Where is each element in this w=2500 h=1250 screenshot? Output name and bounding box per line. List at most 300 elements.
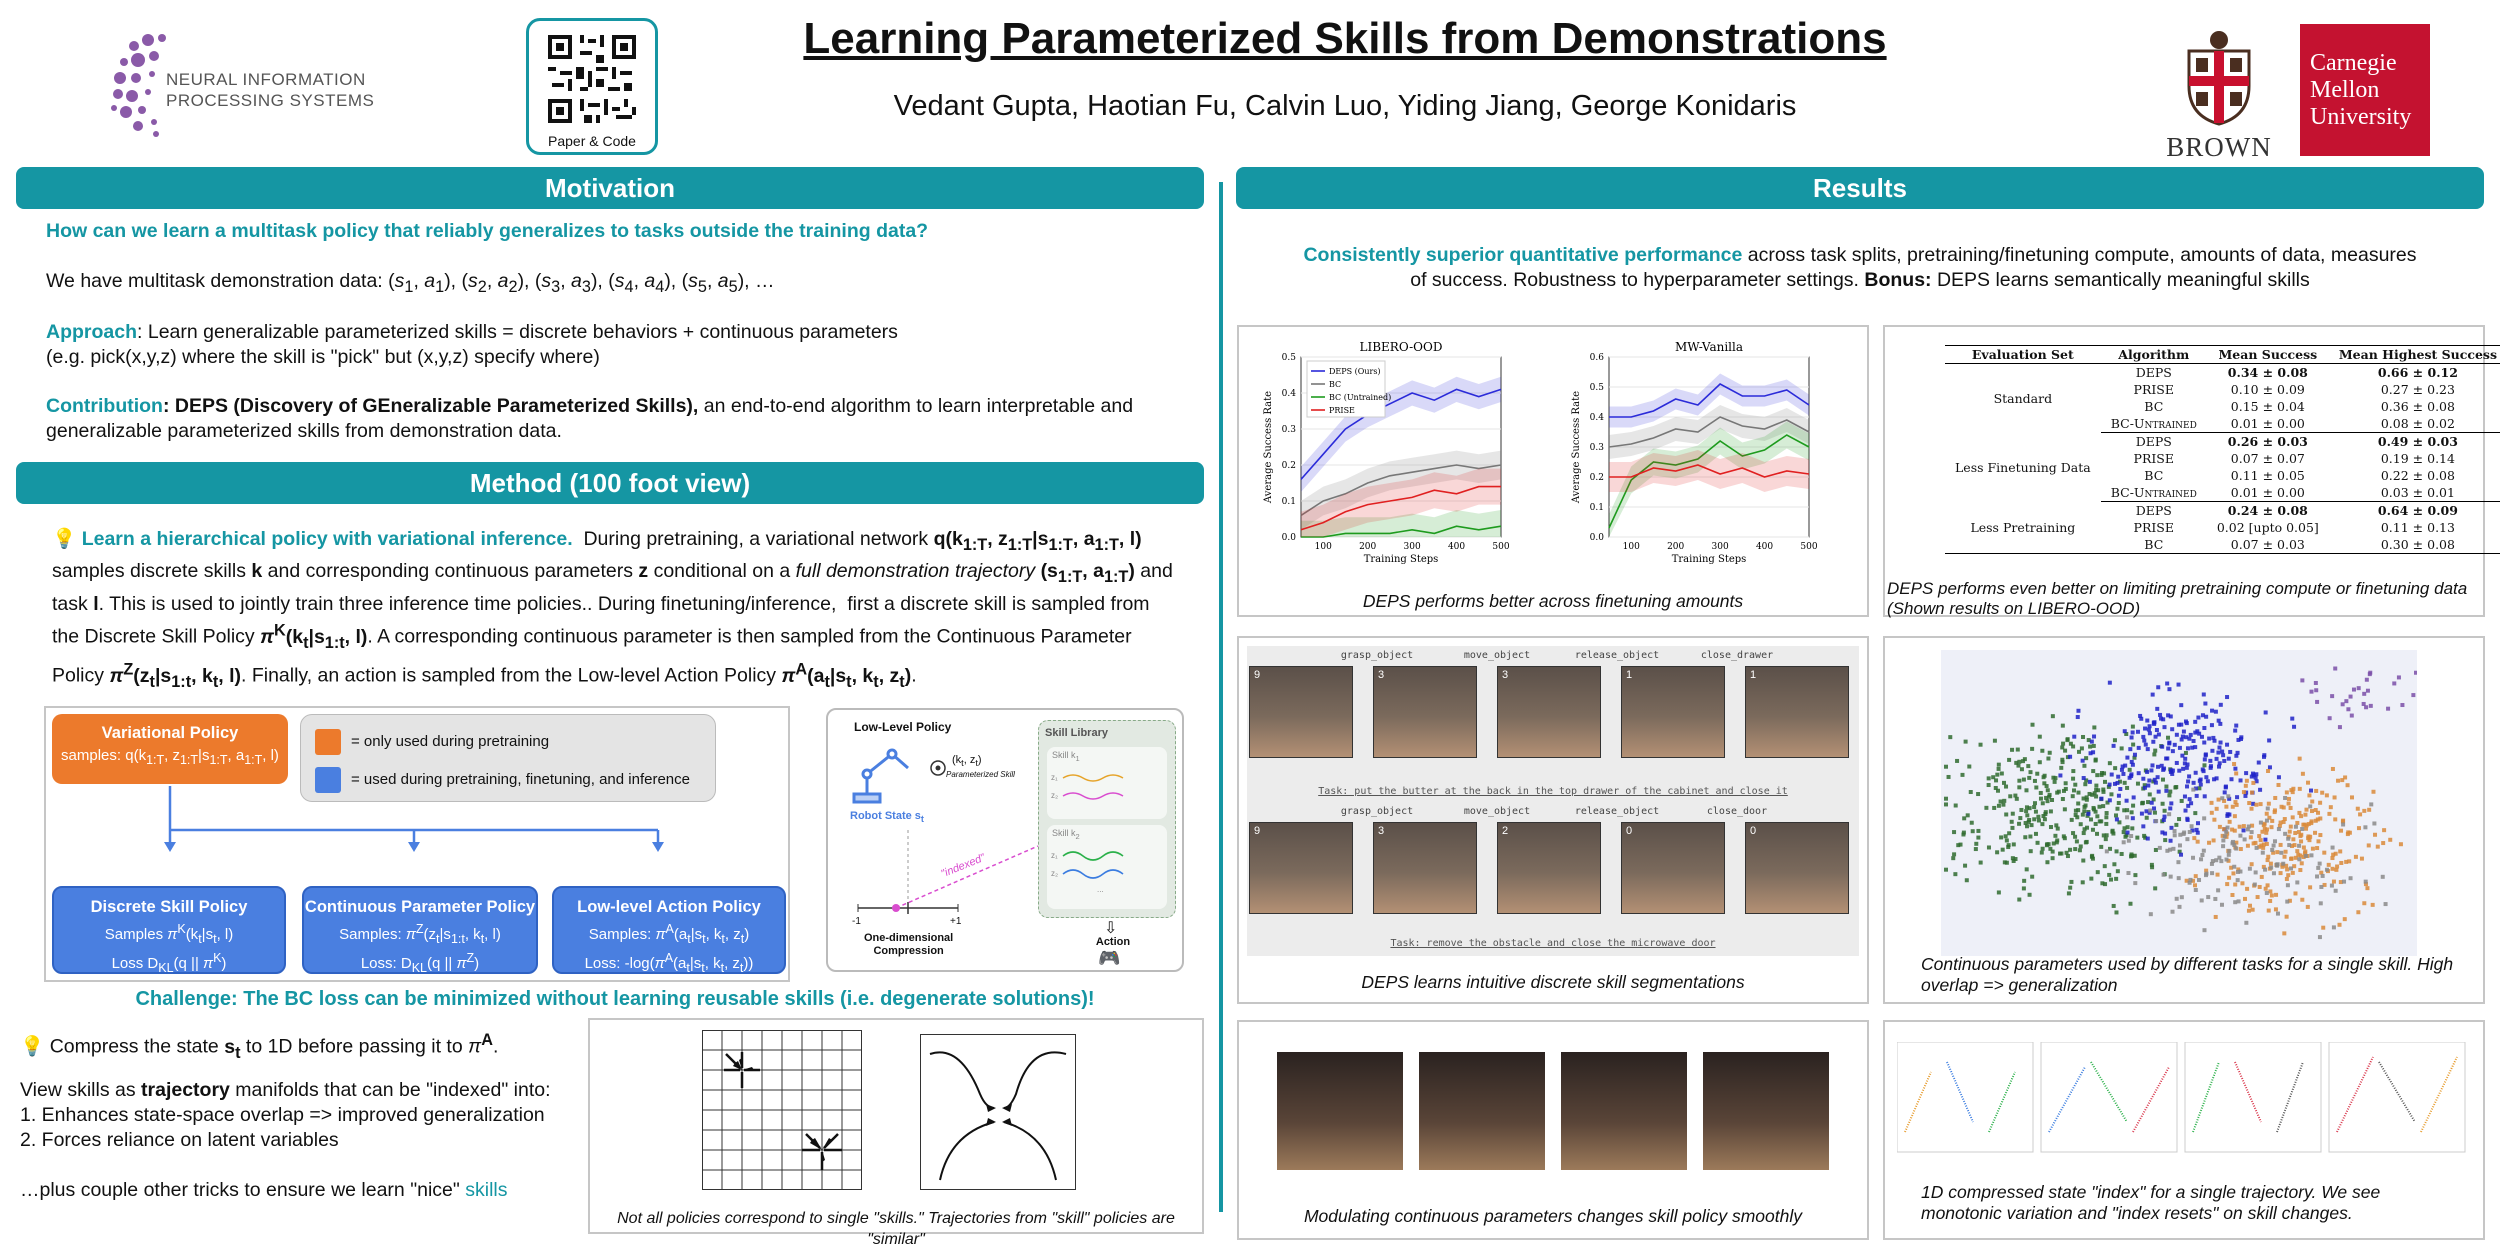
scatter-point xyxy=(2392,681,2396,685)
scatter-point xyxy=(2167,793,2171,797)
scatter-point xyxy=(2126,831,2130,835)
indexed-label: "indexed" xyxy=(939,851,987,881)
scatter-point xyxy=(1997,763,2001,767)
scatter-point xyxy=(1979,743,1983,747)
scatter-point xyxy=(1966,813,1970,817)
segmentation-panel xyxy=(1237,636,1869,1004)
scatter-point xyxy=(2082,764,2086,768)
scatter-point xyxy=(2358,812,2362,816)
scatter-point xyxy=(2277,775,2281,779)
scatter-point xyxy=(2045,843,2049,847)
scatter-point xyxy=(2113,782,2117,786)
table-cell: 0.49 ± 0.03 xyxy=(2377,434,2458,449)
scatter-point xyxy=(2111,829,2115,833)
scatter-point xyxy=(2082,809,2086,813)
scatter-point xyxy=(2017,779,2021,783)
scatter-point xyxy=(2202,849,2206,853)
scatter-point xyxy=(2084,804,2088,808)
scatter-point xyxy=(2310,799,2314,803)
scatter-point xyxy=(2144,743,2148,747)
scatter-point xyxy=(2221,838,2225,842)
variational-policy-box xyxy=(52,714,288,784)
scatter-point xyxy=(2112,744,2116,748)
scatter-point xyxy=(2074,809,2078,813)
scatter-point xyxy=(2234,847,2238,851)
scatter-point xyxy=(2131,743,2135,747)
svg-text:z₁: z₁ xyxy=(1051,772,1058,782)
table-cell: 0.27 ± 0.23 xyxy=(2380,382,2455,397)
scatter-point xyxy=(2019,808,2023,812)
scatter-point xyxy=(2310,690,2314,694)
scatter-point xyxy=(2238,825,2242,829)
scatter-point xyxy=(2219,859,2223,863)
scatter-point xyxy=(2149,768,2153,772)
scatter-point xyxy=(2273,796,2277,800)
scatter-point xyxy=(2275,850,2279,854)
scatter-point xyxy=(2266,858,2270,862)
scatter-point xyxy=(1974,847,1978,851)
scatter-point xyxy=(2250,791,2254,795)
scatter-point xyxy=(2199,857,2203,861)
skill-k1-curves xyxy=(1047,766,1167,818)
scatter-point xyxy=(2341,702,2345,706)
scatter-point xyxy=(2188,881,2192,885)
scatter-point xyxy=(2200,853,2204,857)
scatter-point xyxy=(2006,845,2010,849)
table-cell: 0.01 ± 0.00 xyxy=(2207,415,2329,433)
cmu-text-3: University xyxy=(2310,104,2412,130)
seg-frame xyxy=(1621,822,1725,914)
scatter-point xyxy=(2270,893,2274,897)
table-cell: 0.08 ± 0.02 xyxy=(2329,415,2500,433)
seg-skill-label: release_object xyxy=(1574,806,1660,817)
scatter-point xyxy=(2254,803,2258,807)
skill-k1-box xyxy=(1047,747,1167,819)
scatter-point xyxy=(2360,857,2364,861)
scatter-point xyxy=(2255,846,2259,850)
seg-skill-label: release_object xyxy=(1574,650,1660,661)
table-row xyxy=(1945,502,2500,520)
scatter-point xyxy=(2175,761,2179,765)
continuous-parameter-policy-box xyxy=(302,886,538,974)
cmu-text-2: Mellon xyxy=(2310,77,2380,103)
scatter-point xyxy=(2304,827,2308,831)
scatter-point xyxy=(2024,809,2028,813)
scatter-point xyxy=(2151,693,2155,697)
table-cell: BC xyxy=(2144,399,2164,414)
scatter-point xyxy=(2325,868,2329,872)
scatter-point xyxy=(2013,794,2017,798)
scatter-point xyxy=(2150,801,2154,805)
scatter-point xyxy=(2184,809,2188,813)
scatter-point xyxy=(2121,772,2125,776)
scatter-point xyxy=(2177,683,2181,687)
scatter-point xyxy=(2128,747,2132,751)
scatter-point xyxy=(2176,860,2180,864)
scatter-point xyxy=(2388,838,2392,842)
scatter-point xyxy=(2308,804,2312,808)
scatter-point xyxy=(1965,878,1969,882)
scatter-point xyxy=(2327,812,2331,816)
scatter-point xyxy=(2299,814,2303,818)
scatter-point xyxy=(2411,693,2415,697)
scatter-point xyxy=(2217,746,2221,750)
scatter-point xyxy=(2325,793,2329,797)
scatter-point xyxy=(2369,704,2373,708)
scatter-point xyxy=(2285,790,2289,794)
chart-title: MW-Vanilla xyxy=(1674,340,1744,354)
scatter-point xyxy=(2112,862,2116,866)
seg-frame-number: 0 xyxy=(1750,825,1757,837)
scatter-point xyxy=(2096,870,2100,874)
scatter-point xyxy=(2116,775,2120,779)
scatter-point xyxy=(2202,692,2206,696)
table-cell: 0.26 ± 0.03 xyxy=(2227,434,2308,449)
table-cell: DEPS xyxy=(2135,365,2172,380)
scatter-point xyxy=(2104,815,2108,819)
scatter-point xyxy=(2117,801,2121,805)
table-cell: 0.22 ± 0.08 xyxy=(2380,468,2455,483)
scatter-point xyxy=(2149,912,2153,916)
contribution-text: an end-to-end algorithm to learn interpretable and generalizable parameterized skills from demonstration data. xyxy=(46,395,1134,442)
scatter-point xyxy=(2085,826,2089,830)
scatter-point xyxy=(2232,762,2236,766)
scatter-point xyxy=(2269,862,2273,866)
scatter-point xyxy=(2236,878,2240,882)
scatter-point xyxy=(2260,875,2264,879)
scatter-point xyxy=(2173,743,2177,747)
scatter-point xyxy=(1987,783,1991,787)
scatter-point xyxy=(2041,847,2045,851)
scatter-point xyxy=(2293,831,2297,835)
scatter-point xyxy=(2177,769,2181,773)
scatter-point xyxy=(2082,831,2086,835)
table-cell: 0.30 ± 0.08 xyxy=(2380,537,2455,552)
scatter-point xyxy=(2233,883,2237,887)
gamepad-icon: 🎮 xyxy=(1098,948,1121,968)
scatter-point xyxy=(2043,774,2047,778)
scatter-point xyxy=(2268,899,2272,903)
trajectory-caption: Not all policies correspond to single "skills." Trajectories from "skill" policies are "similar" xyxy=(617,1210,1175,1248)
scatter-point xyxy=(2226,794,2230,798)
scatter-point xyxy=(2187,737,2191,741)
lap-title: Low-level Action Policy xyxy=(577,898,761,916)
x-tick-label: 300 xyxy=(1711,542,1729,552)
scatter-point xyxy=(2114,877,2118,881)
modulation-frame-2 xyxy=(1419,1052,1545,1170)
skill-k2-curves xyxy=(1047,844,1167,908)
scatter-point xyxy=(2171,910,2175,914)
approach-example: (e.g. pick(x,y,z) where the skill is "pick" but (x,y,z) specify where) xyxy=(46,346,600,368)
scatter-point xyxy=(1997,890,2001,894)
scatter-point xyxy=(2283,855,2287,859)
scatter-point xyxy=(2097,805,2101,809)
scatter-point xyxy=(2164,757,2168,761)
table-caption: DEPS performs even better on limiting pretraining compute or finetuning data (Shown results on LIBERO-OOD) xyxy=(1887,579,2468,618)
scatter-point xyxy=(2195,729,2199,733)
scatter-point xyxy=(2286,883,2290,887)
scatter-point xyxy=(1947,775,1951,779)
y-tick-label: 0.3 xyxy=(1281,425,1296,435)
x-axis-label: Training Steps xyxy=(1363,554,1439,565)
scatter-point xyxy=(2130,735,2134,739)
scatter-point xyxy=(2210,801,2214,805)
eval-set-cell: Less Pretraining xyxy=(1970,519,2076,535)
scatter-point xyxy=(2182,730,2186,734)
scatter-point xyxy=(2298,757,2302,761)
scatter-point xyxy=(2170,727,2174,731)
motivation-question: How can we learn a multitask policy that reliably generalizes to tasks outside the training data? xyxy=(46,220,929,242)
x-tick-label: 100 xyxy=(1314,542,1332,552)
scatter-point xyxy=(2233,800,2237,804)
scatter-point xyxy=(2371,903,2375,907)
scatter-point xyxy=(2264,710,2268,714)
scatter-point xyxy=(2061,742,2065,746)
scatter-point xyxy=(2040,851,2044,855)
scatter-point xyxy=(2016,748,2020,752)
scatter-point xyxy=(2368,672,2372,676)
scatter-point xyxy=(2076,791,2080,795)
scatter-point xyxy=(2203,757,2207,761)
action-label: Action xyxy=(1095,936,1131,948)
scatter-point xyxy=(2090,854,2094,858)
scatter-point xyxy=(2023,835,2027,839)
scatter-point xyxy=(1999,799,2003,803)
scatter-point xyxy=(2195,828,2199,832)
scatter-point xyxy=(2259,843,2263,847)
scatter-point xyxy=(2382,828,2386,832)
scatter-point xyxy=(2316,817,2320,821)
scatter-point xyxy=(2117,794,2121,798)
scatter-point xyxy=(2319,885,2323,889)
method-paragraph: 💡 Learn a hierarchical policy with variational inference. During pretraining, a variational network $q(k_{1:T}$, $z_{1:T}|s_{1:T}$, $a_{1:T}$, l) samples discrete skills k and corresponding continuous parameters z conditional on a full demonstration trajectory ($s_{1:T}$, $a_{1:T}$) and task l. This is used to jointly train three inference time policies.. During finetuning/inference, first a discrete skill is sampled from the Discrete Skill Policy $\pi^K(k_t|s_{1:t}$, l). A corresponding continuous parameter is then sampled from the Continuous Parameter Policy $\pi^Z(z_t|s_{1:t}$, $k_t$, l). Finally, an action is sampled from the Low-level Action Policy $\pi^A(a_t|s_t$, $k_t$, $z_t$). xyxy=(52,528,1173,691)
svg-text:z₁: z₁ xyxy=(1051,850,1058,860)
scatter-point xyxy=(2138,714,2142,718)
scatter-point xyxy=(2029,849,2033,853)
scatter-point xyxy=(2185,784,2189,788)
legend-entry: BC xyxy=(1329,380,1342,389)
scatter-point xyxy=(1971,829,1975,833)
scatter-point xyxy=(2153,886,2157,890)
scatter-point xyxy=(2195,794,2199,798)
scatter-point xyxy=(2179,703,2183,707)
scatter-point xyxy=(2259,802,2263,806)
scatter-point xyxy=(2289,825,2293,829)
poster-authors: Vedant Gupta, Haotian Fu, Calvin Luo, Yiding Jiang, George Konidaris xyxy=(893,90,1797,122)
success-rate-charts xyxy=(1239,327,1867,577)
scatter-point xyxy=(2210,811,2214,815)
scatter-point xyxy=(2051,714,2055,718)
scatter-point xyxy=(2314,681,2318,685)
scatter-point xyxy=(2330,694,2334,698)
scatter-point xyxy=(2002,781,2006,785)
scatter-point xyxy=(2039,791,2043,795)
scatter-point xyxy=(2133,753,2137,757)
scatter-point xyxy=(1944,797,1948,801)
scatter-point xyxy=(2133,873,2137,877)
scatter-point xyxy=(2210,862,2214,866)
scatter-point xyxy=(2033,779,2037,783)
scatter-point xyxy=(2086,812,2090,816)
scatter-point xyxy=(2072,788,2076,792)
scatter-point xyxy=(1960,773,1964,777)
skill-k2-box xyxy=(1047,825,1167,909)
motivation-header: Motivation xyxy=(16,167,1204,209)
scatter-point xyxy=(1955,759,1959,763)
scatter-point xyxy=(2022,879,2026,883)
scatter-point xyxy=(2331,846,2335,850)
scatter-point xyxy=(2161,802,2165,806)
scatter-point xyxy=(2032,817,2036,821)
scatter-point xyxy=(2025,867,2029,871)
scatter-point xyxy=(2081,859,2085,863)
table-cell: 0.66 ± 0.12 xyxy=(2377,365,2458,380)
scatter-point xyxy=(2224,785,2228,789)
scatter-point xyxy=(2322,851,2326,855)
scatter-point xyxy=(2223,834,2227,838)
scatter-point xyxy=(2196,821,2200,825)
scatter-point xyxy=(2033,801,2037,805)
scatter-point xyxy=(2094,788,2098,792)
var-sub: samples: $q(k_{1:T}$, $z_{1:T}|s_{1:T}$, $a_{1:T}$, l) xyxy=(61,747,279,767)
scatter-point xyxy=(2136,782,2140,786)
scatter-point xyxy=(2356,807,2360,811)
scatter-point xyxy=(2022,886,2026,890)
scatter-point xyxy=(2173,833,2177,837)
scatter-point xyxy=(2288,830,2292,834)
scatter-point xyxy=(2101,804,2105,808)
seg-skill-label: grasp_object xyxy=(1340,806,1414,817)
scatter-point xyxy=(2327,863,2331,867)
scatter-point xyxy=(2194,771,2198,775)
skill-k1-label: Skill $k_1$ xyxy=(1052,750,1080,763)
scatter-point xyxy=(2362,692,2366,696)
scatter-point xyxy=(2273,810,2277,814)
scatter-point xyxy=(2181,767,2185,771)
brown-text: BROWN xyxy=(2166,132,2272,162)
low-level-action-policy-box xyxy=(552,886,786,974)
modulation-caption: Modulating continuous parameters changes skill policy smoothly xyxy=(1303,1206,1803,1226)
scatter-point xyxy=(2224,830,2228,834)
scatter-point xyxy=(2160,745,2164,749)
scatter-point xyxy=(2010,820,2014,824)
scatter-point xyxy=(1944,868,1948,872)
scatter-point xyxy=(2012,842,2016,846)
scatter-point xyxy=(2328,716,2332,720)
scatter-point xyxy=(2129,774,2133,778)
scatter-point xyxy=(2164,789,2168,793)
scatter-point xyxy=(2025,813,2029,817)
scatter-point xyxy=(2188,797,2192,801)
scatter-point xyxy=(2196,716,2200,720)
x-tick-label: 300 xyxy=(1403,542,1421,552)
scatter-point xyxy=(2315,846,2319,850)
scatter-point xyxy=(2152,752,2156,756)
scatter-point xyxy=(2203,794,2207,798)
scatter-point xyxy=(2300,898,2304,902)
scatter-point xyxy=(2167,687,2171,691)
scatter-point xyxy=(2320,791,2324,795)
scatter-point xyxy=(2145,719,2149,723)
scatter-point xyxy=(1964,740,1968,744)
scatter-point xyxy=(2162,725,2166,729)
scatter-point xyxy=(2249,835,2253,839)
scatter-point xyxy=(2155,707,2159,711)
scatter-point xyxy=(2017,898,2021,902)
neurips-text-2: PROCESSING SYSTEMS xyxy=(166,91,375,110)
qr-code-box[interactable] xyxy=(526,18,658,155)
scatter-point xyxy=(2285,915,2289,919)
scatter-point xyxy=(2297,844,2301,848)
scatter-point xyxy=(2184,751,2188,755)
scatter-point xyxy=(2293,891,2297,895)
scatter-point xyxy=(2000,771,2004,775)
legend-orange-text: = only used during pretraining xyxy=(351,733,550,750)
scatter-point xyxy=(2167,741,2171,745)
robot-arm-icon xyxy=(846,738,926,808)
scatter-point xyxy=(2203,702,2207,706)
scatter-point xyxy=(2319,901,2323,905)
y-tick-label: 0.3 xyxy=(1589,443,1604,453)
scatter-point xyxy=(2277,827,2281,831)
scatter-point xyxy=(2141,801,2145,805)
scatter-point xyxy=(2291,815,2295,819)
scatter-point xyxy=(2219,741,2223,745)
skill-library xyxy=(1038,720,1176,918)
table-row xyxy=(1945,364,2500,382)
scatter-point xyxy=(2284,850,2288,854)
scatter-point xyxy=(2044,796,2048,800)
scatter-point xyxy=(2371,790,2375,794)
scatter-point xyxy=(2105,811,2109,815)
scatter-point xyxy=(2051,850,2055,854)
scatter-point xyxy=(2197,878,2201,882)
trajectory-figure xyxy=(588,1018,1204,1248)
scatter-point xyxy=(2263,827,2267,831)
scatter-point xyxy=(2279,871,2283,875)
scatter-point xyxy=(2400,703,2404,707)
seg-frame xyxy=(1745,822,1849,914)
scatter-point xyxy=(2108,761,2112,765)
x-tick-label: 100 xyxy=(1622,542,1640,552)
scatter-point xyxy=(2105,833,2109,837)
scatter-point xyxy=(2245,779,2249,783)
scatter-point xyxy=(2296,853,2300,857)
scatter-point xyxy=(2252,841,2256,845)
scatter-point xyxy=(2077,750,2081,754)
scatter-point xyxy=(2210,871,2214,875)
seg-row1-labels xyxy=(1247,650,1859,664)
scatter-point xyxy=(2346,783,2350,787)
scatter-point xyxy=(2299,833,2303,837)
scatter-point xyxy=(2230,893,2234,897)
scatter-point xyxy=(2029,770,2033,774)
seg-frame xyxy=(1745,666,1849,758)
scatter-point xyxy=(2184,719,2188,723)
scatter-point xyxy=(2158,846,2162,850)
scatter-point xyxy=(2367,843,2371,847)
scatter-point xyxy=(2058,773,2062,777)
scatter-point xyxy=(2309,853,2313,857)
scatter-point xyxy=(2225,882,2229,886)
scatter-point xyxy=(2171,749,2175,753)
scatter-point xyxy=(2239,778,2243,782)
scatter-point xyxy=(2300,861,2304,865)
scatter-point xyxy=(2108,798,2112,802)
scatter-point xyxy=(2282,931,2286,935)
scatter-point xyxy=(2313,831,2317,835)
scatter-point xyxy=(2037,818,2041,822)
